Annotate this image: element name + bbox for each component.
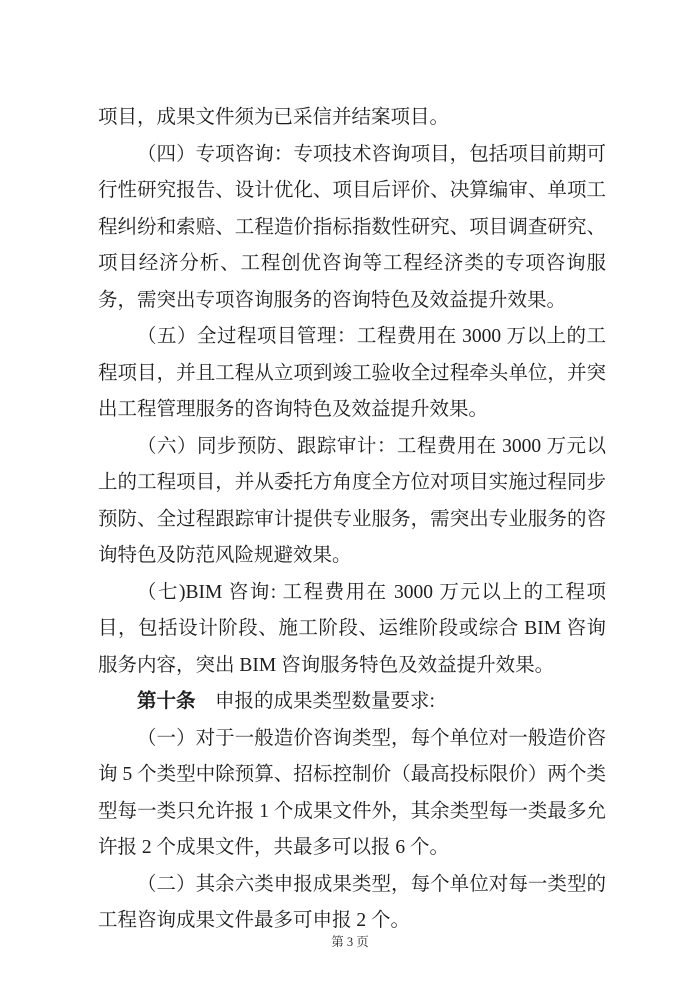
paragraph-continuation: 项目，成果文件须为已采信并结案项目。: [98, 107, 450, 128]
document-content: [98, 100, 606, 940]
paragraph-item-6-tracking-audit: （六）同步预防、跟踪审计：工程费用在 3000 万元以上的工程项目，并从委托方角度全方位对项目实施过程同步预防、全过程跟踪审计提供专业服务，需突出专业服务的咨询特色及防范风险规避效果。: [98, 435, 606, 566]
paragraph-item-4-special-consulting: （四）专项咨询：专项技术咨询项目，包括项目前期可行性研究报告、设计优化、项目后评价、决算编审、单项工程纠纷和索赔、工程造价指标指数性研究、项目调查研究、项目经济分析、工程创优咨询等工程经济类的专项咨询服务，需突出专项咨询服务的咨询特色及效益提升效果。: [98, 143, 606, 311]
page-number-footer: 第 3 页: [331, 935, 369, 949]
paragraph-item-5-whole-process-management: （五）全过程项目管理：工程费用在 3000 万以上的工程项目，并且工程从立项到竣工验收全过程牵头单位，并突出工程管理服务的咨询特色及效益提升效果。: [98, 326, 606, 420]
paragraph-article-10: [98, 684, 606, 721]
article-10-number: 第十条: [137, 691, 196, 712]
paragraph-item-7-bim-consulting: （七)BIM 咨询: 工程费用在 3000 万元以上的工程项目，包括设计阶段、施工阶段、运维阶段或综合 BIM 咨询服务内容，突出 BIM 咨询服务特色及效益提升效果。: [98, 581, 606, 676]
paragraph-item-1-general-cost-consulting: （一）对于一般造价咨询类型，每个单位对一般造价咨询 5 个类型中除预算、招标控制价（最高投标限价）两个类型每一类只允许报 1 个成果文件外，其余类型每一类最多允许报 2 个成果文件，共最多可以报 6 个。: [98, 727, 606, 858]
article-10-heading-text: 申报的成果类型数量要求:: [195, 691, 435, 712]
paragraph-item-2-other-six-types: （二）其余六类申报成果类型，每个单位对每一类型的工程咨询成果文件最多可申报 2 个。: [98, 873, 606, 931]
